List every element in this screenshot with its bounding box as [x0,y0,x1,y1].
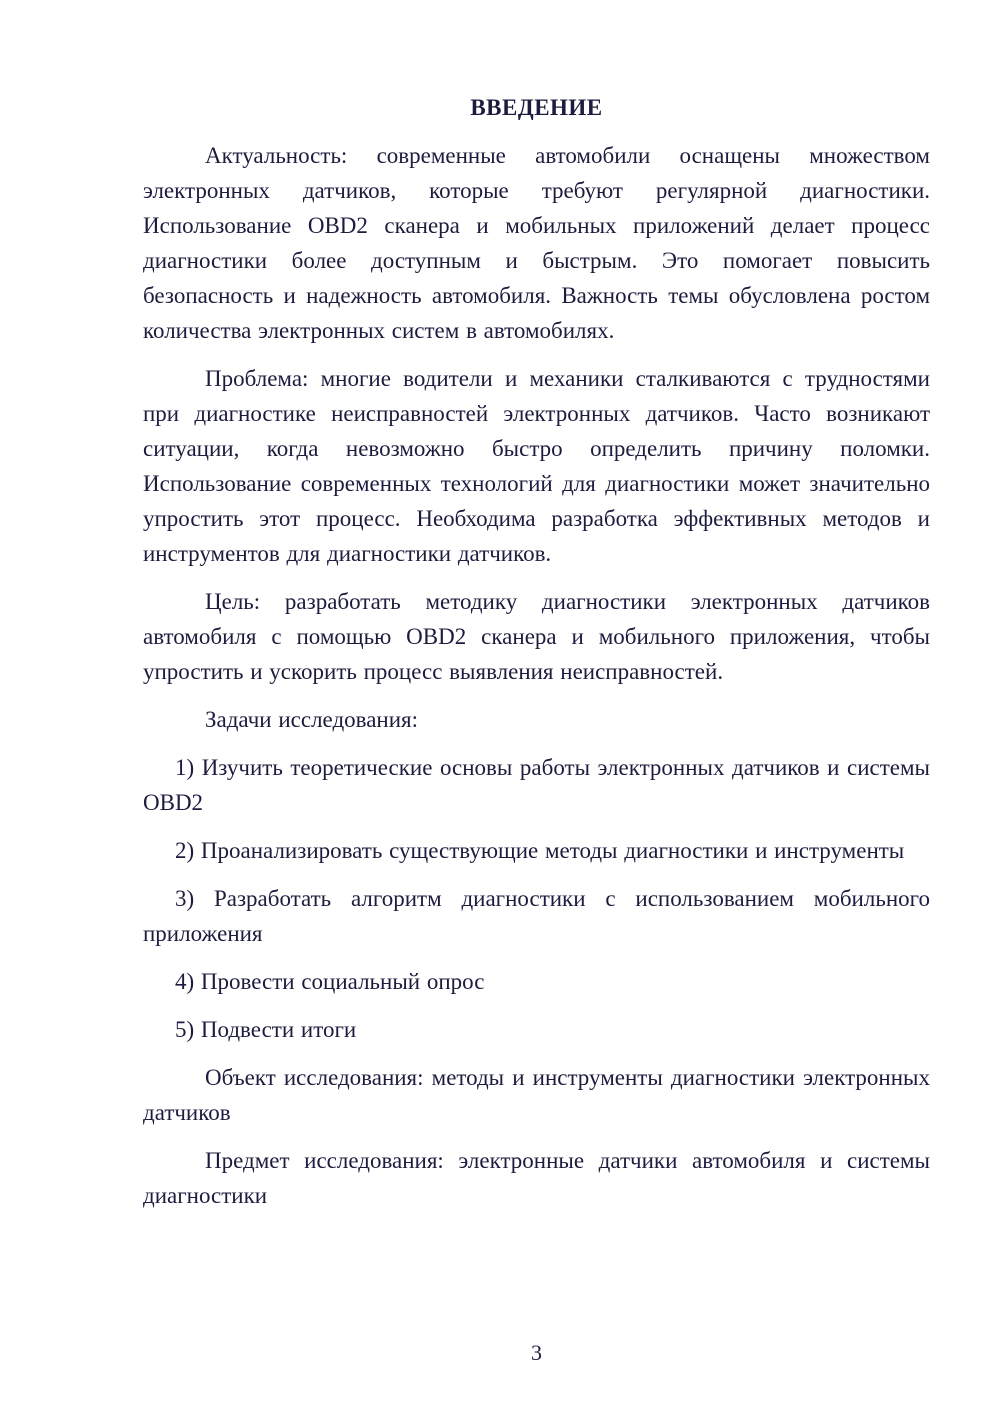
tasks-heading: Задачи исследования: [205,707,419,732]
task-item-4: 4) Провести социальный опрос [175,969,485,994]
task-item-5: 5) Подвести итоги [175,1017,357,1042]
paragraph-problem: Проблема: многие водители и механики сталкиваются с трудностями при диагностике неисправностей электронных датчиков. Часто возникают ситуации, когда невозможно быстро определить причину поломки. Использование современных технологий для диагностики может значительно упростить этот процесс. Необходима разработка эффективных методов и инструментов для диагностики датчиков. [143,366,930,566]
page-number: 3 [531,1340,542,1365]
paragraph-object: Объект исследования: методы и инструменты диагностики электронных датчиков [143,1065,930,1125]
paragraph-subject: Предмет исследования: электронные датчики автомобиля и системы диагностики [143,1148,930,1208]
paragraph-goal: Цель: разработать методику диагностики электронных датчиков автомобиля с помощью OBD2 сканера и мобильного приложения, чтобы упростить и ускорить процесс выявления неисправностей. [143,589,930,684]
task-item-2: 2) Проанализировать существующие методы диагностики и инструменты [175,838,905,863]
paragraph-relevance: Актуальность: современные автомобили оснащены множеством электронных датчиков, которые требуют регулярной диагностики. Использование OBD2 сканера и мобильных приложений делает процесс диагностики более доступным и быстрым. Это помогает повысить безопасность и надежность автомобиля. Важность темы обусловлена ростом количества электронных систем в автомобилях. [143,143,930,343]
task-item-1: 1) Изучить теоретические основы работы электронных датчиков и системы OBD2 [143,755,930,815]
task-item-3: 3) Разработать алгоритм диагностики с использованием мобильного приложения [143,886,930,946]
document-title: ВВЕДЕНИЕ [470,95,603,120]
